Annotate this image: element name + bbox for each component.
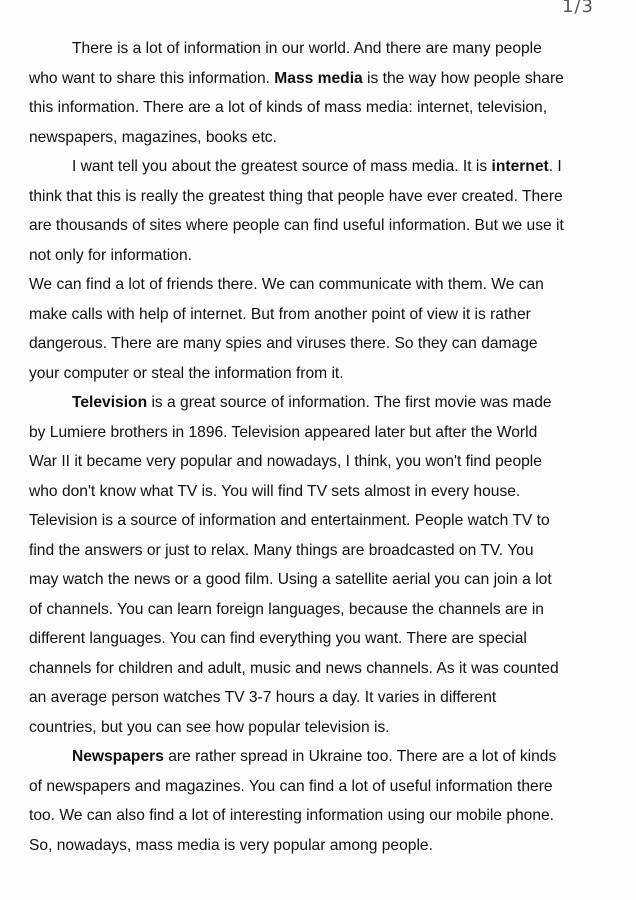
- text-line: [29, 536, 613, 566]
- text-run: So, nowadays, mass media is very popular among people.: [29, 836, 433, 854]
- text-run: an average person watches TV 3-7 hours a day. It varies in different: [29, 689, 497, 706]
- paragraph-newspapers: [29, 742, 613, 860]
- text-run: find the answers or just to relax. Many things are broadcasted on TV. You: [29, 541, 534, 559]
- text-line: [29, 123, 613, 153]
- text-run: countries, but you can see how popular television is.: [29, 718, 390, 736]
- paragraph-intro: [29, 34, 613, 152]
- text-run: too. We can also find a lot of interesting information using our mobile phone.: [29, 807, 555, 824]
- text-run: this information. There are a lot of kinds of mass media: internet, television,: [29, 99, 548, 116]
- text-run: is the way how people share: [362, 69, 564, 87]
- text-line: [29, 359, 613, 389]
- text-run: . I: [548, 158, 562, 175]
- bold-term: internet: [491, 158, 549, 175]
- text-run: I want tell you about the greatest source of mass media. It is: [72, 158, 492, 175]
- text-line: [29, 801, 613, 831]
- text-line: [29, 418, 613, 448]
- text-run: who don't know what TV is. You will find TV sets almost in every house.: [29, 482, 521, 500]
- paragraph-internet: [29, 152, 613, 270]
- text-run: is a great source of information. The first movie was made: [147, 394, 552, 411]
- text-line: [29, 34, 613, 64]
- text-run: channels for children and adult, music and news channels. As it was counted: [29, 659, 559, 677]
- text-line: [29, 211, 613, 241]
- text-run: who want to share this information.: [29, 69, 275, 87]
- text-run: of newspapers and magazines. You can find a lot of useful information there: [29, 777, 553, 795]
- text-run: of channels. You can learn foreign languages, because the channels are in: [29, 600, 544, 618]
- text-run: War II it became very popular and nowadays, I think, you won't find people: [29, 453, 542, 470]
- text-run: We can find a lot of friends there. We can communicate with them. We can: [29, 276, 544, 293]
- bold-term: Newspapers: [72, 748, 164, 765]
- text-run: are rather spread in Ukraine too. There are a lot of kinds: [163, 748, 557, 765]
- text-line: [29, 182, 613, 212]
- text-line: [29, 270, 613, 300]
- text-run: newspapers, magazines, books etc.: [29, 128, 277, 146]
- document-body: [29, 34, 613, 860]
- text-run: may watch the news or a good film. Using a satellite aerial you can join a lot: [29, 571, 552, 588]
- text-line: [29, 654, 613, 684]
- text-line: [29, 64, 613, 94]
- bold-term: Television: [72, 394, 148, 411]
- text-run: your computer or steal the information from it.: [29, 364, 344, 382]
- text-line: [29, 772, 613, 802]
- text-line: [29, 300, 613, 330]
- text-line: [29, 241, 613, 271]
- text-run: different languages. You can find everything you want. There are special: [29, 630, 527, 647]
- text-run: dangerous. There are many spies and viruses there. So they can damage: [29, 335, 538, 352]
- text-line: [29, 93, 613, 123]
- text-line: [29, 595, 613, 625]
- text-line: [29, 683, 613, 713]
- text-line: [29, 506, 613, 536]
- page-number: 1/3: [562, 0, 594, 17]
- text-line: [29, 477, 613, 507]
- text-line: [29, 713, 613, 743]
- text-line: [29, 831, 613, 861]
- text-line: [29, 388, 613, 418]
- text-run: make calls with help of internet. But from another point of view it is rather: [29, 305, 531, 323]
- text-run: are thousands of sites where people can find useful information. But we use it: [29, 217, 564, 234]
- paragraph-television: [29, 388, 613, 742]
- bold-term: Mass media: [274, 69, 363, 87]
- text-line: [29, 329, 613, 359]
- text-run: by Lumiere brothers in 1896. Television appeared later but after the World: [29, 423, 538, 441]
- text-run: Television is a source of information and entertainment. People watch TV to: [29, 512, 550, 529]
- text-run: There is a lot of information in our world. And there are many people: [72, 40, 542, 57]
- paragraph-internet-dangers: [29, 270, 613, 388]
- text-line: [29, 624, 613, 654]
- text-line: [29, 152, 613, 182]
- text-run: think that this is really the greatest thing that people have ever created. There: [29, 187, 563, 205]
- text-run: not only for information.: [29, 246, 192, 264]
- text-line: [29, 447, 613, 477]
- text-line: [29, 565, 613, 595]
- text-line: [29, 742, 613, 772]
